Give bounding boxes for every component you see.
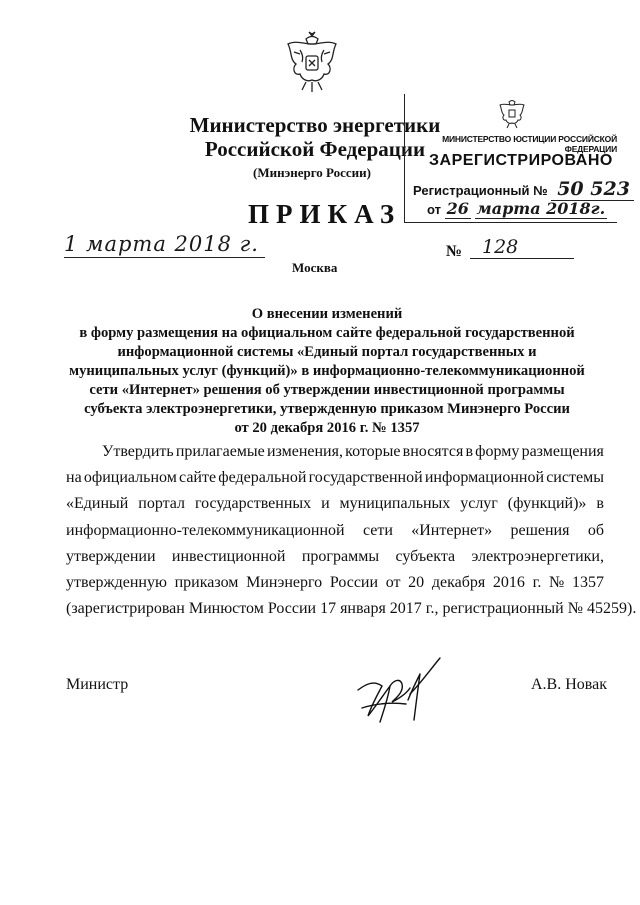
title-line: в форму размещения на официальном сайте федеральной государственной	[79, 325, 575, 341]
body-word: в	[596, 495, 604, 513]
body-word: государственных	[194, 495, 312, 513]
body-word: государственной	[308, 469, 423, 487]
body-line	[66, 570, 604, 596]
body-word: об	[587, 521, 604, 539]
body-word: от	[385, 574, 401, 592]
body-word: прилагаемые	[175, 443, 265, 460]
handwritten-signature	[350, 650, 446, 730]
stamp-registration-line	[413, 178, 634, 200]
body-word: г.	[532, 574, 542, 592]
stamp-reg-label: Регистрационный №	[413, 183, 548, 198]
body-word: информационно-телекоммуникационной	[66, 521, 345, 539]
body-word: муниципальных	[339, 495, 451, 513]
body-word: субъекта	[395, 547, 456, 565]
title-line: информационной системы «Единый портал государственных и	[117, 344, 537, 360]
body-word: форму	[475, 443, 520, 460]
title-line: О внесении изменений	[251, 306, 403, 322]
body-word: сети	[362, 521, 393, 539]
body-word: (зарегистрирован Минюстом России 17 января 2017 г., регистрационный № 45259).	[66, 600, 637, 618]
body-word: приказом	[174, 574, 239, 592]
body-word: №	[549, 574, 565, 592]
order-number: 128	[470, 236, 574, 259]
stamp-date-month-year: марта 2018г.	[476, 199, 606, 218]
body-word: изменения,	[266, 443, 343, 460]
body-word: информационной	[424, 469, 545, 487]
title-line: сети «Интернет» решения об утверждении инвестиционной программы	[89, 382, 565, 398]
body-line	[66, 596, 637, 622]
body-word: решения	[510, 521, 570, 539]
order-date: 1 марта 2018 г.	[64, 232, 265, 258]
body-word: Утвердить	[102, 443, 174, 460]
body-line	[66, 544, 604, 570]
stamp-reg-number: 50 523	[551, 178, 634, 201]
order-number-label: №	[446, 243, 463, 260]
body-word: утверждении	[66, 547, 156, 565]
body-word: официальном	[83, 469, 177, 487]
body-word: программы	[301, 547, 380, 565]
ministry-short-name: (Минэнерго России)	[253, 165, 371, 180]
title-line: от 20 декабря 2016 г. № 1357	[234, 420, 420, 436]
body-word: инвестиционной	[171, 547, 286, 565]
stamp-status: ЗАРЕГИСТРИРОВАНО	[429, 152, 613, 169]
body-word: услуг	[460, 495, 498, 513]
body-word: вносятся	[402, 443, 464, 460]
body-word: утвержденную	[66, 574, 167, 592]
document-type: ПРИКАЗ	[248, 199, 402, 229]
stamp-date-day: 26	[446, 199, 469, 218]
signatory-title: Министр	[66, 676, 129, 693]
stamp-authority: МИНИСТЕРСТВО ЮСТИЦИИ РОССИЙСКОЙ ФЕДЕРАЦИИ	[442, 134, 617, 154]
order-body-paragraph	[66, 439, 637, 622]
body-word: (функций)»	[507, 495, 587, 513]
body-word: и	[321, 495, 330, 513]
stamp-date-prefix: от	[427, 202, 441, 217]
body-word: 20	[408, 574, 425, 592]
body-line	[66, 439, 604, 465]
order-title	[62, 305, 592, 438]
body-word: на	[66, 469, 82, 487]
body-line	[66, 518, 604, 544]
body-line	[66, 465, 604, 491]
body-word: системы	[546, 469, 604, 487]
body-word: «Единый	[66, 495, 129, 513]
body-word: Минэнерго	[246, 574, 323, 592]
body-line	[66, 491, 604, 517]
body-word: 2016	[492, 574, 525, 592]
body-word: декабря	[431, 574, 486, 592]
body-word: России	[329, 574, 379, 592]
body-word: федеральной	[218, 469, 307, 487]
body-word: электроэнергетики,	[471, 547, 604, 565]
body-word: сайте	[179, 469, 217, 487]
body-word: «Интернет»	[411, 521, 493, 539]
stamp-emblem-icon	[497, 98, 527, 130]
registration-stamp	[404, 94, 630, 223]
signatory-name: А.В. Новак	[531, 676, 607, 693]
coat-of-arms-emblem	[282, 30, 342, 96]
body-word: которые	[345, 443, 401, 460]
stamp-date-line	[427, 199, 607, 218]
body-word: в	[465, 443, 474, 460]
body-word: портал	[138, 495, 186, 513]
title-line: субъекта электроэнергетики, утвержденную приказом Минэнерго России	[84, 401, 570, 417]
order-city: Москва	[292, 260, 338, 275]
body-word: 1357	[571, 574, 604, 592]
ministry-name-line1: Министерство энергетики	[189, 113, 441, 137]
body-word: размещения	[521, 443, 604, 460]
title-line: муниципальных услуг (функций)» в информационно-телекоммуникационной	[69, 363, 585, 379]
ministry-name-line2: Российской Федерации	[204, 137, 426, 161]
